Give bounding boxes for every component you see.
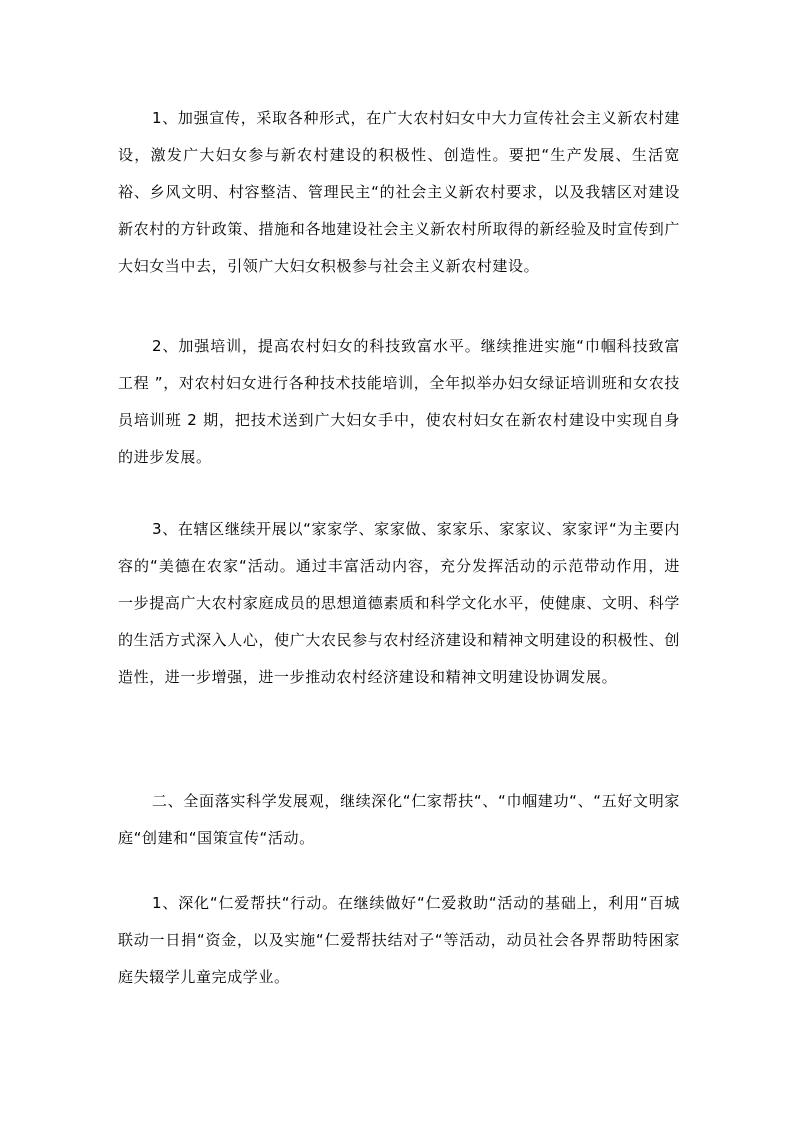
paragraph-charity-action: 1、深化“仁爱帮扶“行动。在继续做好“仁爱救助“活动的基础上，利用“百城联动一日捐“资金，以及实施“仁爱帮扶结对子“等活动，动员社会各界帮助特困家庭失辍学儿童完成学业。 [118,894,680,986]
paragraph-publicity: 1、加强宣传，采取各种形式，在广大农村妇女中大力宣传社会主义新农村建设，激发广大妇女参与新农村建设的积极性、创造性。要把“生产发展、生活宽裕、乡风文明、村容整洁、管理民主“的社会主义新农村要求，以及我辖区对建设新农村的方针政策、措施和各地建设社会主义新农村所取得的新经验及时宣传到广大妇女当中去，引领广大妇女积极参与社会主义新农村建设。 [118,109,680,275]
paragraph-family-virtue: 3、在辖区继续开展以“家家学、家家做、家家乐、家家议、家家评“为主要内容的“美德在农家“活动。通过丰富活动内容，充分发挥活动的示范带动作用，进一步提高广大农村家庭成员的思想道德素质和科学文化水平，使健康、文明、科学的生活方式深入人心，使广大农民参与农村经济建设和精神文明建设的积极性、创造性，进一步增强，进一步推动农村经济建设和精神文明建设协调发展。 [118,520,680,686]
paragraph-section-two-heading: 二、全面落实科学发展观，继续深化“仁家帮扶“、“巾帼建功“、“五好文明家庭“创建和“国策宣传“活动。 [118,792,680,847]
paragraph-training: 2、加强培训，提高农村妇女的科技致富水平。继续推进实施“巾帼科技致富工程 ”，对农村妇女进行各种技术技能培训，全年拟举办妇女绿证培训班和女农技员培训班 2 期，把技术送到广大妇女手中，使农村妇女在新农村建设中实现自身的进步发展。 [118,337,680,466]
